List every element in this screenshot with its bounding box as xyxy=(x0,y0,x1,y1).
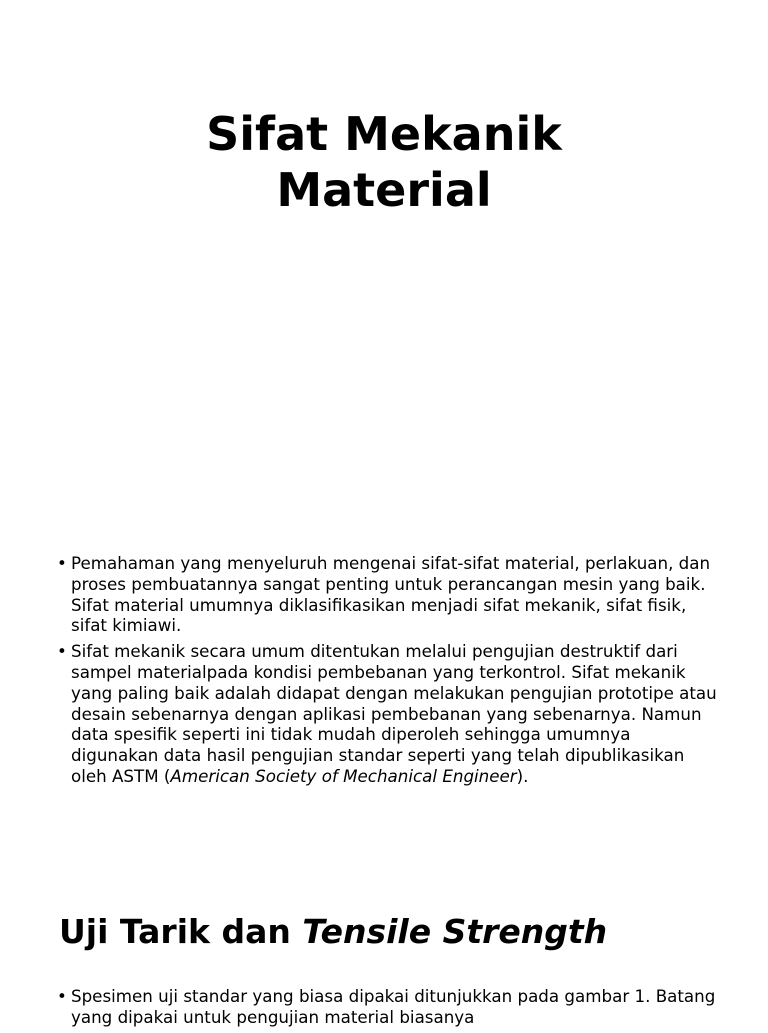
bullet-text: Spesimen uji standar yang biasa dipakai ditunjukkan pada gambar 1. Batang yang dipakai untuk pengujian material biasanya xyxy=(71,986,716,1027)
bullet-text-after: ). xyxy=(516,765,529,786)
section-bullet-list xyxy=(57,986,722,1033)
list-item xyxy=(57,553,722,636)
slide-title xyxy=(0,106,768,218)
section-heading-italic: Tensile Strength xyxy=(302,912,608,951)
list-item xyxy=(57,641,722,787)
slide-title-line-2: Material xyxy=(276,163,492,217)
slide-title-line-1: Sifat Mekanik xyxy=(206,107,562,161)
bullet-text: Pemahaman yang menyeluruh mengenai sifat-sifat material, perlakuan, dan proses pembuatannya sangat penting untuk perancangan mesin yang baik. Sifat material umumnya diklasifikasikan menjadi sifat mekanik, sifat fisik, sifat kimiawi. xyxy=(71,553,711,636)
bullet-text-italic: American Society of Mechanical Engineer xyxy=(170,765,517,786)
bullet-text-before: Sifat mekanik secara umum ditentukan melalui pengujian destruktif dari sampel materialpada kondisi pembebanan yang terkontrol. Sifat mekanik yang paling baik adalah didapat dengan melakukan pengujian prototipe atau desain sebenarnya dengan aplikasi pembebanan yang sebenarnya. Namun data spesifik seperti ini tidak mudah diperoleh sehingga umumnya digunakan data hasil pengujian standar seperti yang telah dipublikasikan oleh ASTM ( xyxy=(71,641,717,786)
list-item xyxy=(57,986,722,1028)
section-heading xyxy=(59,910,607,954)
intro-bullet-list xyxy=(57,553,722,792)
bullet-icon: • xyxy=(57,986,67,1006)
bullet-icon: • xyxy=(57,641,67,662)
bullet-icon: • xyxy=(57,553,67,573)
section-heading-plain: Uji Tarik dan xyxy=(59,912,303,951)
bullet-text xyxy=(71,641,717,786)
